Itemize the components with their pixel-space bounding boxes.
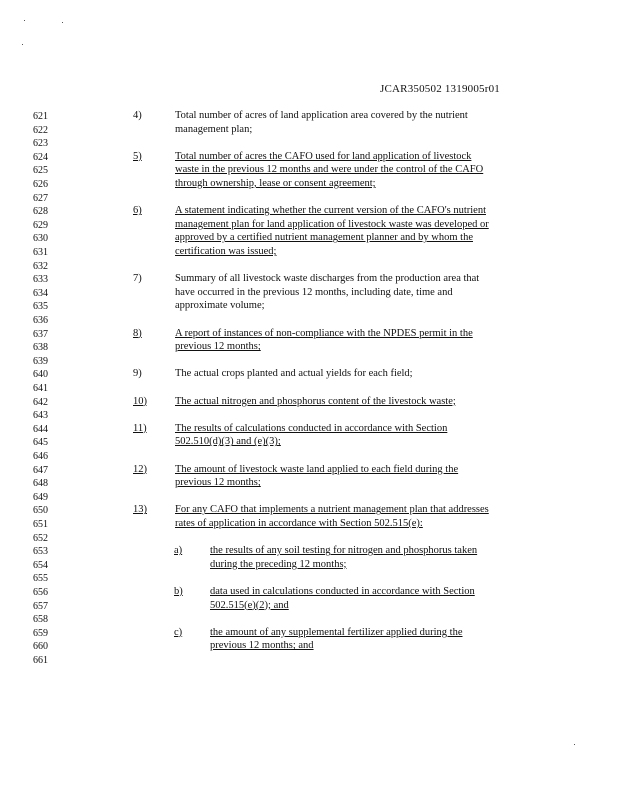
item-text-line: rates of application in accordance with Section 502.515(e): bbox=[175, 518, 423, 529]
line-number: 646 bbox=[33, 451, 48, 462]
item-text-line: previous 12 months; bbox=[175, 341, 261, 353]
item-text-line: The actual crops planted and actual yields for each field; bbox=[175, 368, 413, 380]
line-number: 637 bbox=[33, 328, 48, 340]
line-number: 644 bbox=[33, 423, 48, 435]
item-text-line: The amount of livestock waste land applied to each field during the bbox=[175, 463, 459, 475]
item-label: 6) bbox=[133, 205, 142, 217]
line-number: 647 bbox=[33, 464, 48, 476]
line-number: 622 bbox=[33, 124, 48, 136]
line-number: 624 bbox=[33, 151, 48, 163]
line-number: 651 bbox=[33, 519, 48, 530]
line-number: 632 bbox=[33, 260, 48, 272]
line-number: 659 bbox=[33, 627, 48, 639]
item-text-line: The actual nitrogen and phosphorus content of the livestock waste; bbox=[175, 395, 456, 407]
line-number: 636 bbox=[33, 315, 48, 326]
line-number: 638 bbox=[33, 342, 48, 354]
subitem-label: a) bbox=[174, 545, 183, 557]
item-label: 9) bbox=[133, 368, 142, 380]
line-number: 625 bbox=[33, 165, 48, 177]
page-speck bbox=[62, 22, 63, 23]
item-text-line: The results of calculations conducted in accordance with Section bbox=[175, 422, 448, 434]
item-text-line: 502.510(d)(3) and (e)(3); bbox=[175, 436, 281, 448]
item-text-line: approximate volume; bbox=[175, 300, 265, 312]
item-text-line: Total number of acres the CAFO used for land application of livestock bbox=[175, 150, 472, 162]
line-number: 626 bbox=[33, 179, 48, 190]
line-number: 633 bbox=[33, 274, 48, 286]
line-number: 641 bbox=[33, 383, 48, 394]
item-text-line: Summary of all livestock waste discharges from the production area that bbox=[175, 273, 480, 285]
line-number: 623 bbox=[33, 138, 48, 150]
item-text-line: through ownership, lease or consent agreement; bbox=[175, 178, 376, 189]
item-text-line: A statement indicating whether the current version of the CAFO's nutrient bbox=[175, 205, 486, 217]
line-number: 643 bbox=[33, 410, 48, 422]
subitem-text-line: during the preceding 12 months; bbox=[210, 558, 347, 570]
item-text-line: approved by a certified nutrient management planner and by whom the bbox=[175, 232, 473, 244]
line-number: 645 bbox=[33, 437, 48, 449]
item-text-line: have occurred in the previous 12 months, including date, time and bbox=[175, 286, 453, 298]
item-text-line: A report of instances of non-compliance with the NPDES permit in the bbox=[175, 327, 473, 339]
subitem-text-line: the amount of any supplemental fertilizer applied during the bbox=[210, 626, 463, 638]
item-label: 11) bbox=[133, 422, 147, 434]
item-label: 4) bbox=[133, 110, 142, 121]
page-speck bbox=[24, 20, 25, 21]
subitem-text-line: the results of any soil testing for nitrogen and phosphorus taken bbox=[210, 545, 478, 557]
item-label: 8) bbox=[133, 327, 142, 339]
item-text-line: previous 12 months; bbox=[175, 477, 261, 489]
line-number: 652 bbox=[33, 532, 48, 544]
line-number: 654 bbox=[33, 559, 48, 571]
item-text-line: management plan for land application of livestock waste was developed or bbox=[175, 218, 489, 230]
subitem-label: b) bbox=[174, 586, 183, 597]
line-number: 661 bbox=[33, 655, 48, 666]
line-number: 648 bbox=[33, 478, 48, 490]
line-number: 660 bbox=[33, 641, 48, 653]
subitem-text-line: data used in calculations conducted in accordance with Section bbox=[210, 586, 475, 597]
line-number: 642 bbox=[33, 396, 48, 408]
line-number: 640 bbox=[33, 369, 48, 381]
item-label: 13) bbox=[133, 504, 147, 516]
line-number: 657 bbox=[33, 600, 48, 612]
line-number: 655 bbox=[33, 573, 48, 585]
document-header: JCAR350502 1319005r01 bbox=[380, 83, 501, 95]
line-number: 627 bbox=[33, 192, 48, 204]
page-speck bbox=[22, 44, 23, 45]
subitem-label: c) bbox=[174, 626, 183, 638]
line-number: 653 bbox=[33, 546, 48, 558]
item-text-line: certification was issued; bbox=[175, 246, 277, 257]
line-number: 650 bbox=[33, 505, 48, 517]
subitem-text-line: previous 12 months; and bbox=[210, 640, 314, 652]
item-label: 10) bbox=[133, 395, 147, 407]
line-number: 630 bbox=[33, 233, 48, 245]
line-number: 631 bbox=[33, 247, 48, 258]
item-text-line: Total number of acres of land application area covered by the nutrient bbox=[175, 110, 468, 121]
item-label: 5) bbox=[133, 150, 142, 162]
item-text-line: For any CAFO that implements a nutrient management plan that addresses bbox=[175, 504, 489, 516]
item-label: 12) bbox=[133, 463, 147, 475]
line-number: 635 bbox=[33, 301, 48, 313]
line-number: 629 bbox=[33, 219, 48, 231]
line-number: 656 bbox=[33, 587, 48, 598]
line-number: 634 bbox=[33, 287, 48, 299]
line-number: 628 bbox=[33, 206, 48, 218]
line-number: 658 bbox=[33, 614, 48, 626]
line-number: 649 bbox=[33, 491, 48, 503]
line-number: 639 bbox=[33, 355, 48, 367]
item-text-line: waste in the previous 12 months and were under the control of the CAFO bbox=[175, 164, 484, 176]
item-text-line: management plan; bbox=[175, 123, 253, 135]
page-speck bbox=[574, 744, 575, 745]
subitem-text-line: 502.515(e)(2); and bbox=[210, 599, 289, 611]
line-number: 621 bbox=[33, 111, 48, 122]
item-label: 7) bbox=[133, 273, 142, 285]
